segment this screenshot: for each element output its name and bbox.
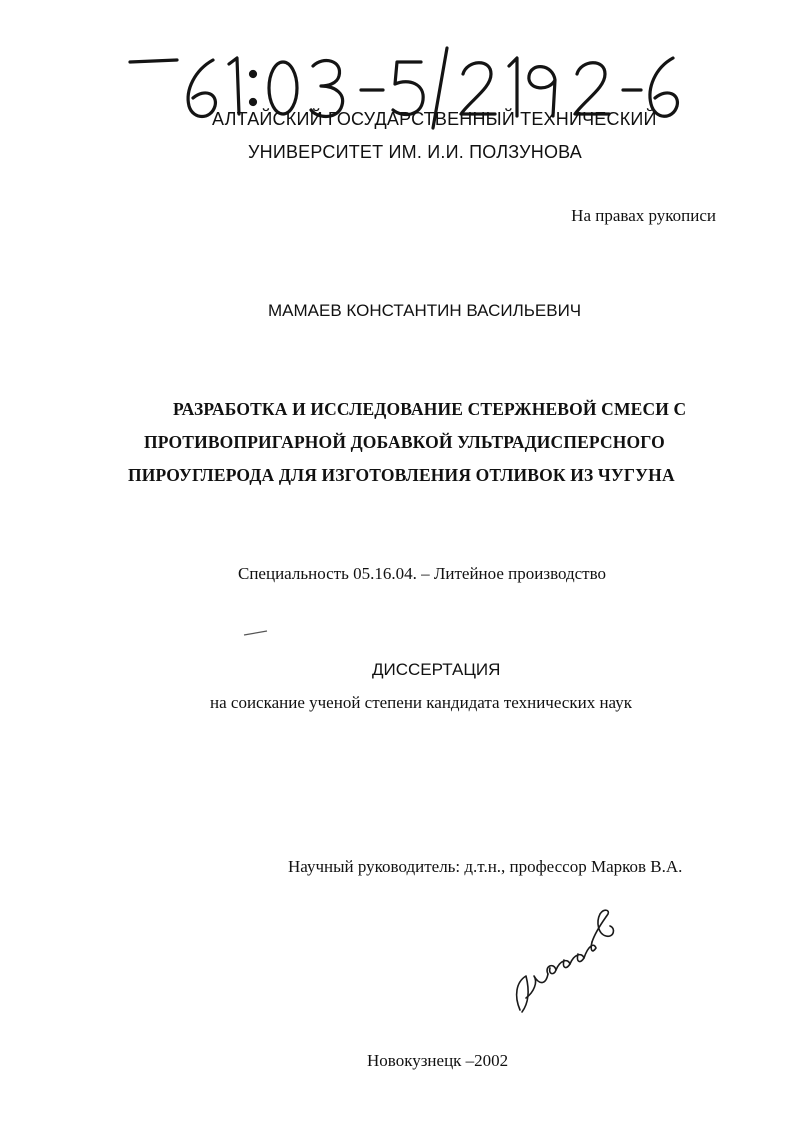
scan-mark-dash (243, 629, 269, 637)
dissertation-subheading: на соискание ученой степени кандидата технических наук (210, 693, 633, 712)
title-line-2: ПРОТИВОПРИГАРНОЙ ДОБАВКОЙ УЛЬТРАДИСПЕРСНОГО (144, 432, 665, 452)
city-year: Новокузнецк –2002 (367, 1051, 509, 1070)
institution-line-1: АЛТАЙСКИЙ ГОСУДАРСТВЕННЫЙ ТЕХНИЧЕСКИЙ (212, 109, 657, 129)
rights-note: На правах рукописи (571, 206, 716, 225)
specialty: Специальность 05.16.04. – Литейное производство (238, 564, 607, 583)
author-name: МАМАЕВ КОНСТАНТИН ВАСИЛЬЕВИЧ (268, 301, 582, 320)
institution-line-2: УНИВЕРСИТЕТ ИМ. И.И. ПОЛЗУНОВА (248, 142, 582, 162)
signature (500, 900, 620, 1020)
title-line-3: ПИРОУГЛЕРОДА ДЛЯ ИЗГОТОВЛЕНИЯ ОТЛИВОК ИЗ ЧУГУНА (128, 465, 675, 485)
scientific-advisor: Научный руководитель: д.т.н., профессор Марков В.А. (288, 857, 683, 876)
dissertation-heading: ДИССЕРТАЦИЯ (372, 660, 501, 679)
title-line-1: РАЗРАБОТКА И ИССЛЕДОВАНИЕ СТЕРЖНЕВОЙ СМЕСИ С (173, 399, 687, 419)
